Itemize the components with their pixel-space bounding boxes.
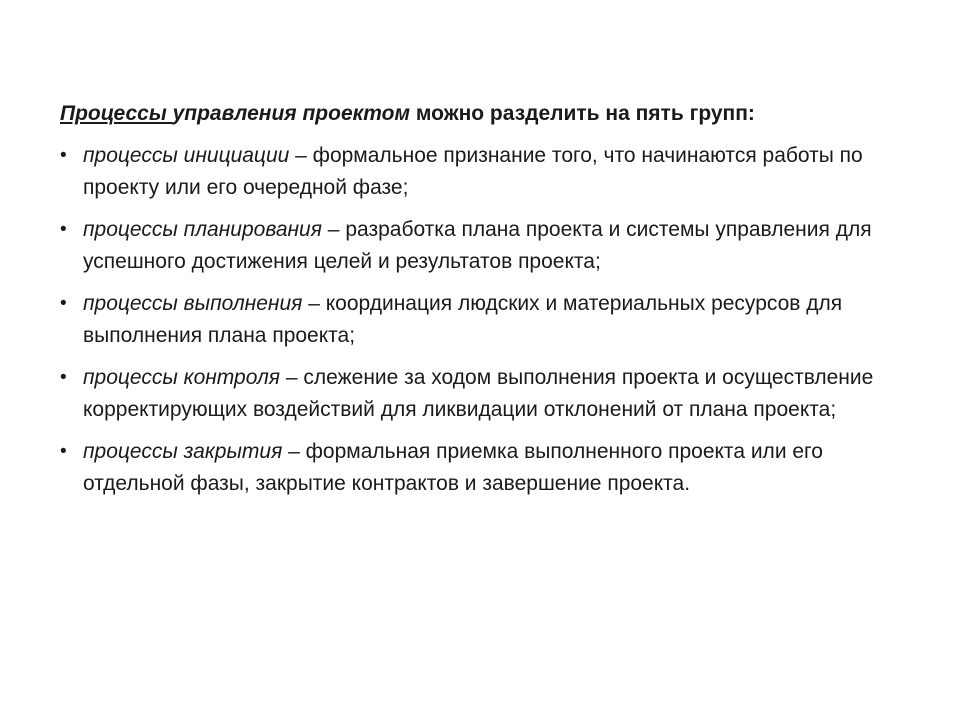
list-item-initiation [60, 140, 900, 204]
item-dash: – [280, 366, 304, 389]
process-groups-list [60, 140, 900, 500]
item-term: процессы выполнения [83, 292, 303, 315]
list-item-planning [60, 214, 900, 278]
item-dash: – [282, 440, 306, 463]
item-term: процессы инициации [83, 144, 290, 167]
slide-content [60, 98, 900, 510]
item-term: процессы контроля [83, 366, 281, 389]
item-text: слежение за ходом выполнения проекта и осуществление корректирующих воздействий для ликвидации отклонений от плана проекта; [83, 366, 874, 421]
item-term: процессы закрытия [83, 440, 283, 463]
heading-italic-term: управления проектом [172, 102, 411, 125]
item-term: процессы планирования [83, 218, 322, 241]
list-item-closing [60, 436, 900, 500]
slide-heading [60, 98, 900, 130]
item-text: формальное признание того, что начинаются работы по проекту или его очередной фазе; [83, 144, 863, 199]
item-dash: – [321, 218, 346, 241]
item-text: координация людских и материальных ресурсов для выполнения плана проекта; [83, 292, 843, 347]
bullet-icon: • [60, 441, 67, 462]
item-text: формальная приемка выполненного проекта или его отдельной фазы, закрытие контрактов и завершение проекта. [83, 440, 823, 495]
heading-rest: можно разделить на пять групп: [410, 102, 755, 125]
bullet-icon: • [60, 219, 67, 240]
heading-underlined-term: Процессы [60, 102, 173, 125]
bullet-icon: • [60, 145, 67, 166]
bullet-icon: • [60, 293, 67, 314]
list-item-control [60, 362, 900, 426]
item-text: разработка плана проекта и системы управления для успешного достижения целей и результатов проекта; [83, 218, 872, 273]
item-dash: – [302, 292, 326, 315]
bullet-icon: • [60, 367, 67, 388]
list-item-execution [60, 288, 900, 352]
item-dash: – [289, 144, 313, 167]
